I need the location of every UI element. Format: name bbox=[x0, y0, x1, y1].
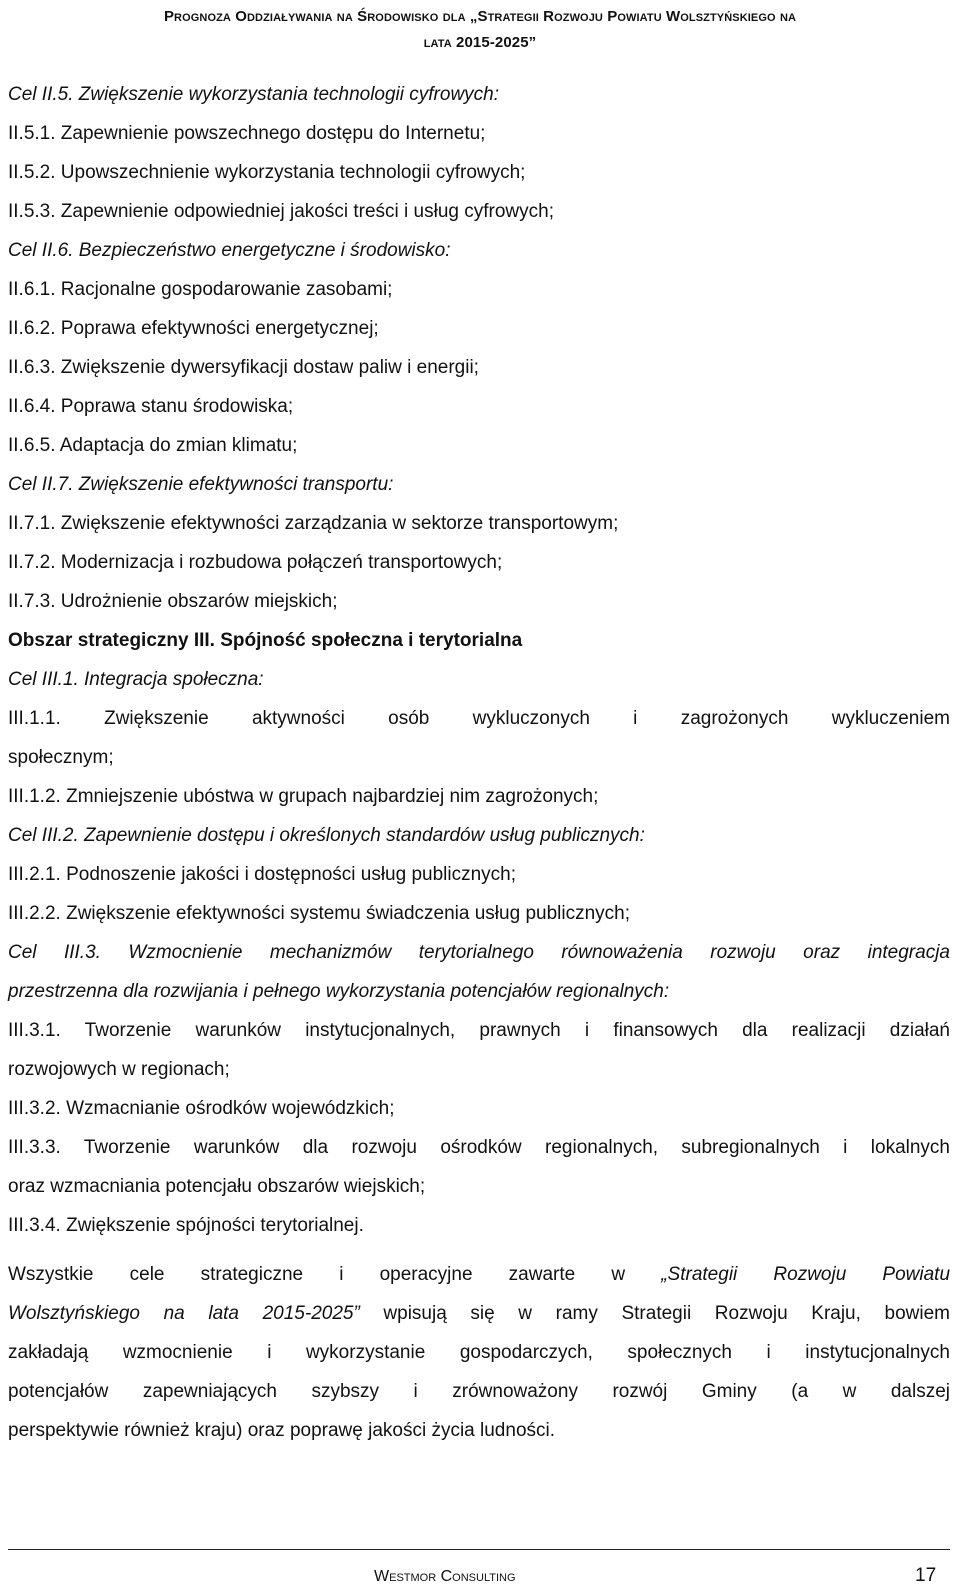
list-item: społecznym; bbox=[8, 747, 114, 768]
page-number: 17 bbox=[915, 1565, 937, 1586]
header-title-line2: lata 2015-2025” bbox=[423, 34, 537, 51]
list-item: II.7.2. Modernizacja i rozbudowa połączeń transportowych; bbox=[8, 552, 503, 573]
paragraph-line: potencjałów zapewniających szybszy i zrównoważony rozwój Gminy (a w dalszej bbox=[8, 1381, 950, 1402]
list-item: Cel II.6. Bezpieczeństwo energetyczne i środowisko: bbox=[8, 240, 451, 261]
header-title-line1: Prognoza Oddziaływania na Środowisko dla „Strategii Rozwoju Powiatu Wolsztyńskiego na bbox=[163, 8, 797, 25]
list-item: przestrzenna dla rozwijania i pełnego wykorzystania potencjałów regionalnych: bbox=[8, 981, 670, 1002]
list-item: oraz wzmacniania potencjału obszarów wiejskich; bbox=[8, 1176, 426, 1197]
list-item: II.7.1. Zwiększenie efektywności zarządzania w sektorze transportowym; bbox=[8, 513, 619, 534]
list-item: Cel III.3. Wzmocnienie mechanizmów terytorialnego równoważenia rozwoju oraz integracja bbox=[8, 942, 950, 963]
paragraph-line: Wszystkie cele strategiczne i operacyjne zawarte w „Strategii Rozwoju Powiatu bbox=[8, 1264, 951, 1285]
list-item: III.2.1. Podnoszenie jakości i dostępności usług publicznych; bbox=[8, 864, 517, 885]
paragraph-line: zakładają wzmocnienie i wykorzystanie gospodarczych, społecznych i instytucjonalnych bbox=[8, 1342, 950, 1363]
list-item: Cel III.2. Zapewnienie dostępu i określonych standardów usług publicznych: bbox=[8, 825, 645, 846]
list-item: II.6.5. Adaptacja do zmian klimatu; bbox=[8, 435, 298, 456]
page-header bbox=[0, 4, 960, 56]
list-item: II.5.1. Zapewnienie powszechnego dostępu do Internetu; bbox=[8, 123, 486, 144]
list-item: II.6.2. Poprawa efektywności energetycznej; bbox=[8, 318, 379, 339]
list-item: III.3.1. Tworzenie warunków instytucjonalnych, prawnych i finansowych dla realizacji działań bbox=[8, 1020, 950, 1041]
list-item: Cel II.5. Zwiększenie wykorzystania technologii cyfrowych: bbox=[8, 84, 500, 105]
document-body bbox=[8, 75, 950, 1450]
list-item: II.6.3. Zwiększenie dywersyfikacji dostaw paliw i energii; bbox=[8, 357, 479, 378]
list-item: Obszar strategiczny III. Spójność społeczna i terytorialna bbox=[8, 630, 523, 651]
objectives-list bbox=[8, 75, 950, 1245]
footer-company: Westmor Consulting bbox=[374, 1568, 516, 1585]
list-item: III.3.3. Tworzenie warunków dla rozwoju ośrodków regionalnych, subregionalnych i lokalnych bbox=[8, 1137, 950, 1158]
list-item: rozwojowych w regionach; bbox=[8, 1059, 230, 1080]
list-item: II.5.3. Zapewnienie odpowiedniej jakości treści i usług cyfrowych; bbox=[8, 201, 554, 222]
list-item: III.1.1. Zwiększenie aktywności osób wykluczonych i zagrożonych wykluczeniem bbox=[8, 708, 950, 729]
summary-paragraph bbox=[8, 1255, 950, 1450]
paragraph-line: perspektywie również kraju) oraz poprawę jakości życia ludności. bbox=[8, 1420, 556, 1441]
list-item: III.2.2. Zwiększenie efektywności systemu świadczenia usług publicznych; bbox=[8, 903, 630, 924]
list-item: Cel III.1. Integracja społeczna: bbox=[8, 669, 264, 690]
list-item: II.6.4. Poprawa stanu środowiska; bbox=[8, 396, 294, 417]
list-item: Cel II.7. Zwiększenie efektywności transportu: bbox=[8, 474, 394, 495]
paragraph-line: Wolsztyńskiego na lata 2015-2025” wpisują się w ramy Strategii Rozwoju Kraju, bowiem bbox=[8, 1303, 950, 1324]
footer-divider bbox=[8, 1549, 950, 1550]
list-item: II.6.1. Racjonalne gospodarowanie zasobami; bbox=[8, 279, 393, 300]
list-item: II.7.3. Udrożnienie obszarów miejskich; bbox=[8, 591, 338, 612]
list-item: III.3.2. Wzmacnianie ośrodków wojewódzkich; bbox=[8, 1098, 395, 1119]
list-item: III.3.4. Zwiększenie spójności terytorialnej. bbox=[8, 1215, 364, 1236]
list-item: III.1.2. Zmniejszenie ubóstwa w grupach najbardziej nim zagrożonych; bbox=[8, 786, 599, 807]
list-item: II.5.2. Upowszechnienie wykorzystania technologii cyfrowych; bbox=[8, 162, 526, 183]
